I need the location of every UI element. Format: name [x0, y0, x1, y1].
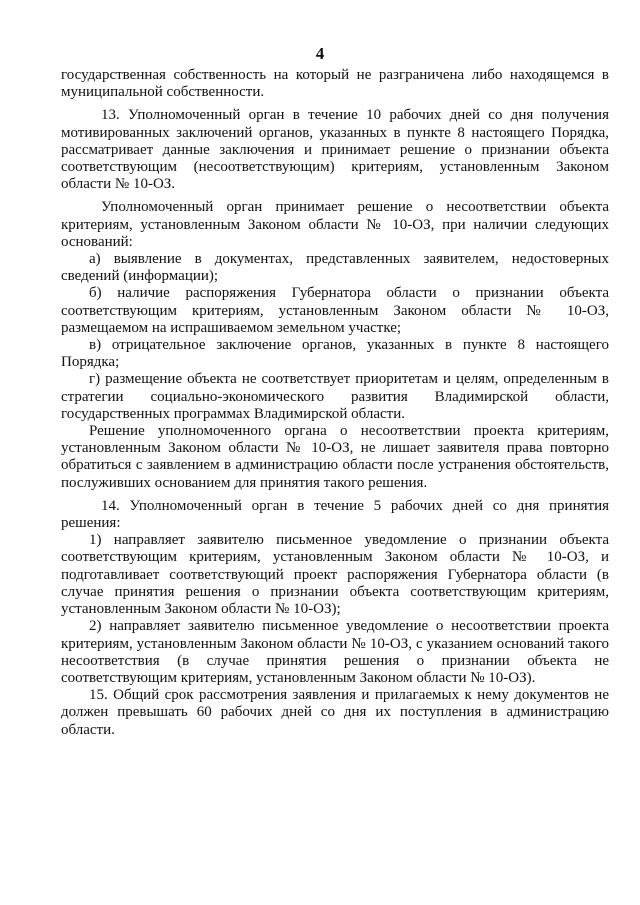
- paragraph-subitem-2: 2) направляет заявителю письменное уведомление о несоответствии проекта критериям, установленным Законом области № 10-ОЗ, с указанием оснований такого несоответствия (в случае принятия решения о признании объекта не соответствующим критериям, установленным Законом области № 10-ОЗ).: [61, 618, 609, 686]
- document-body: [61, 67, 609, 739]
- paragraph-item-15: 15. Общий срок рассмотрения заявления и прилагаемых к нему документов не должен превышать 60 рабочих дней со дня их поступления в администрацию области.: [61, 687, 609, 738]
- paragraph-item-14: 14. Уполномоченный орган в течение 5 рабочих дней со дня принятия решения:: [61, 497, 609, 532]
- page-number: 4: [315, 44, 325, 63]
- paragraph-item-13: 13. Уполномоченный орган в течение 10 рабочих дней со дня получения мотивированных заключений органов, указанных в пункте 8 настоящего Порядка, рассматривает данные заключения и принимает решение о признании объекта соответствующим (несоответствующим) критериям, установленным Законом области № 10-ОЗ.: [61, 107, 609, 193]
- paragraph-subitem-a: а) выявление в документах, представленных заявителем, недостоверных сведений (информации);: [61, 251, 609, 285]
- paragraph-decision-note: Решение уполномоченного органа о несоответствии проекта критериям, установленным Законом области № 10-ОЗ, не лишает заявителя права повторно обратиться с заявлением в администрацию области после устранения обстоятельств, послуживших основанием для принятия такого решения.: [61, 423, 609, 491]
- paragraph-noncompliance-grounds: Уполномоченный орган принимает решение о несоответствии объекта критериям, установленным Законом области № 10-ОЗ, при наличии следующих оснований:: [61, 199, 609, 250]
- paragraph-subitem-g: г) размещение объекта не соответствует приоритетам и целям, определенным в стратегии социально-экономического развития Владимирской области, государственных программах Владимирской области.: [61, 371, 609, 422]
- paragraph-subitem-b: б) наличие распоряжения Губернатора области о признании объекта соответствующим критериям, установленным Законом области № 10-ОЗ, размещаемом на испрашиваемом земельном участке;: [61, 285, 609, 336]
- paragraph-continuation: государственная собственность на который не разграничена либо находящемся в муниципальной собственности.: [61, 67, 609, 101]
- paragraph-subitem-1: 1) направляет заявителю письменное уведомление о признании объекта соответствующим критериям, установленным Законом области № 10-ОЗ, и подготавливает соответствующий проект распоряжения Губернатора области (в случае принятия решения о признании объекта соответствующим критериям, установленным Законом области № 10-ОЗ);: [61, 532, 609, 618]
- paragraph-subitem-v: в) отрицательное заключение органов, указанных в пункте 8 настоящего Порядка;: [61, 337, 609, 371]
